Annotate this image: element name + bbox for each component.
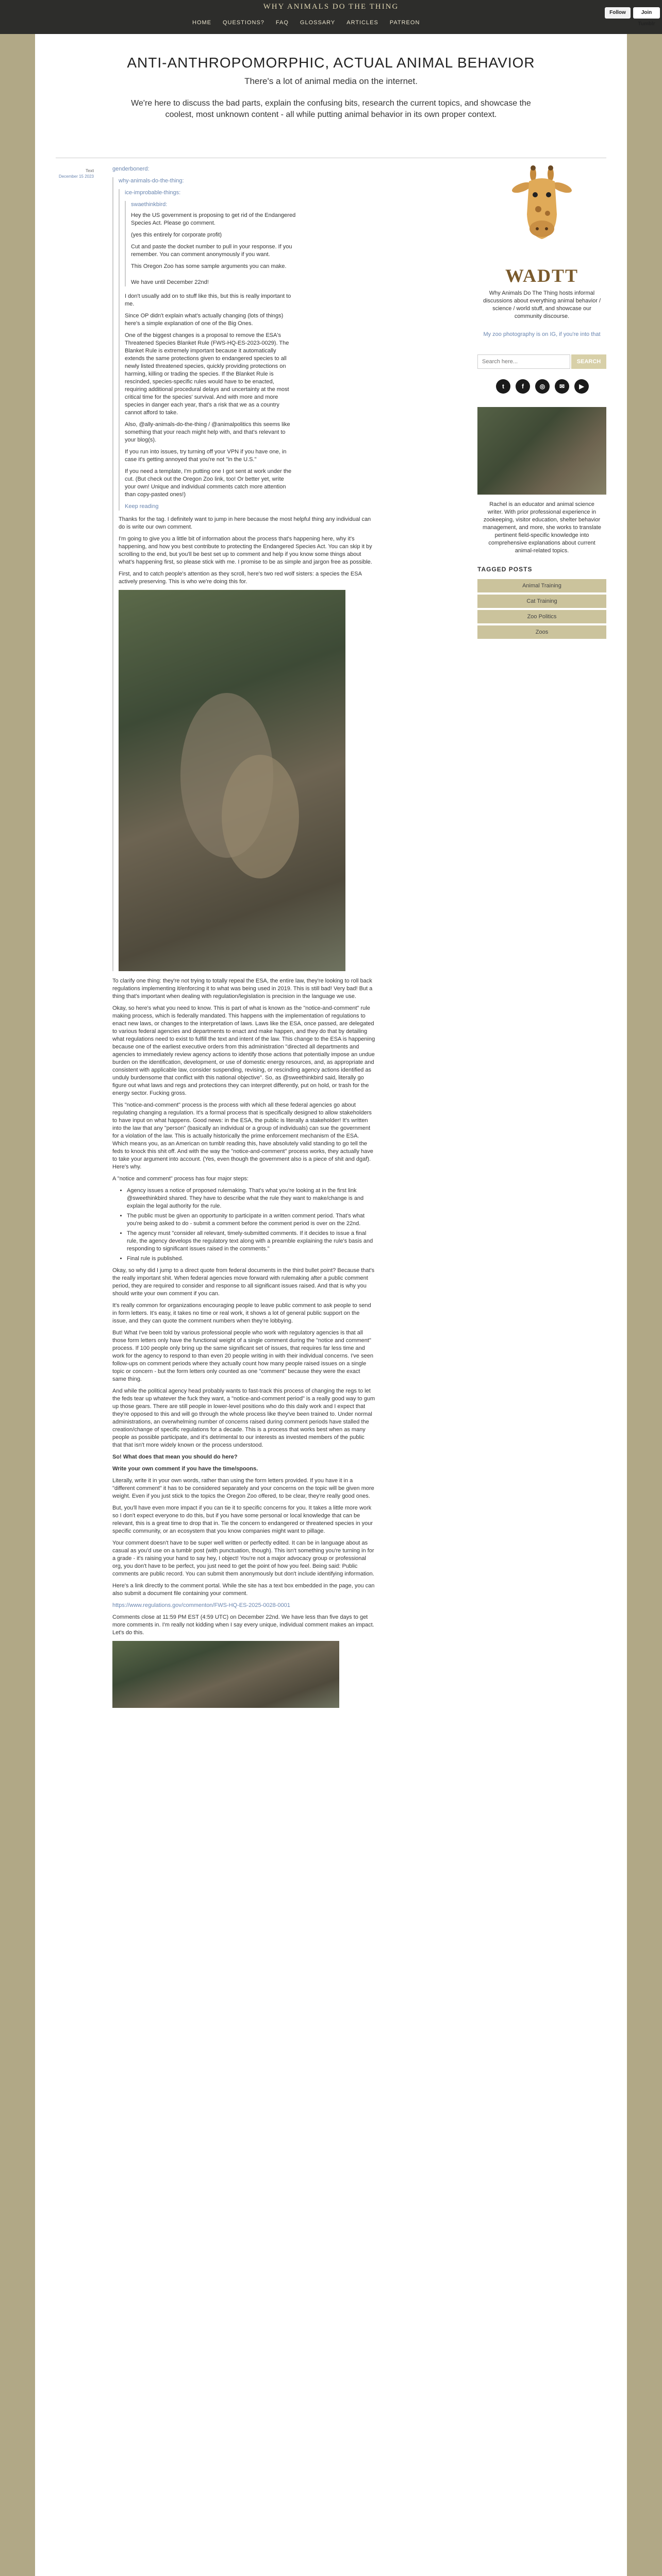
main-nav xyxy=(187,20,425,26)
youtube-icon[interactable]: ▶ xyxy=(574,379,589,394)
list-item: • The agency must "consider all relevant, timely-submitted comments. If it decides to issue a final rule, the agency develops the regulatory text along with a preamble explaining the rule's basis and responding to significant issues raised in the comments." xyxy=(127,1230,374,1253)
list-item: • The public must be given an opportunity to participate in a written comment period. That's what you're being asked to do - submit a comment before the comment period is over on the 22nd. xyxy=(127,1212,374,1228)
list-item: • Agency issues a notice of proposed rulemaking. That's what you're looking at in the first link @sweethinkbird shared. They have to describe what the rule they want to make/change is and explain the legal authority for the rule. xyxy=(127,1187,374,1210)
paragraph: Okay, so why did I jump to a direct quote from federal documents in the third bullet point? Because that's the really important shit. When federal agencies move forward with rulemaking after a public comment period, they are required to consider and response to all significant issues raised. And that is why you should write your own comment if you can. xyxy=(112,1267,375,1297)
social-links xyxy=(496,379,589,397)
blog-description: We're here to discuss the bad parts, explain the confusing bits, research the current topics, and showcase the coolest, most unknown content - all while putting animal behavior in its own proper context. xyxy=(131,99,531,119)
paragraph: (yes this entirely for corporate profit) xyxy=(131,232,222,238)
reblog-username-3[interactable]: swaethinkbird: xyxy=(131,201,168,208)
paragraph: Here's a link directly to the comment portal. While the site has a text box embedded in the page, you can also submit a document file containing your comment. xyxy=(112,1583,375,1597)
nav-questions[interactable]: QUESTIONS? xyxy=(223,20,264,26)
paragraph: I'm going to give you a little bit of information about the process that's happening here, why it's happening, and how you best contribute to protecting the Endangered Species Act. You can skip it by scrolling to the end, but you'll be best set up to comment and help if you know some things about what's happening first, so please stick with me. I promise to be as simple and jargon free as possible. xyxy=(119,536,372,565)
rulemaking-steps-list xyxy=(127,1187,374,1263)
post-type: Text xyxy=(86,168,94,173)
reblog-username-1[interactable]: why-animals-do-the-thing: xyxy=(119,178,184,184)
paragraph: Okay, so here's what you need to know. This is part of what is known as the "notice-and-comment" rule making process, which is federally mandated. This happens with the implementation of regulations to enact new laws, or changes to the interpretation of laws. Laws like the ESA, once passed, are delegated to various federal agencies and departments to enact and make happen, and they do that by detailing what regulations need to exist to fulfill the text and intent of the law. This change to the ESA is happening because one of the earliest executive orders from this administration "directed all departments and agencies to immediately review agency actions to identify those actions that potentially impose an undue burden on the identification, development, or use of domestic energy resources, and, as appropriate and consistent with applicable law, consider suspending, revising, or rescinding agency actions identified as unduly burdensome that conflict with this national objective". So, as @sweethinkbird said, literally go figure out what laws and regs and protections they can interpret differently, put on hold, or trash for the energy sector. Fucking gross. xyxy=(112,1005,375,1096)
paragraph: We have until December 22nd! xyxy=(131,279,209,285)
red-wolf-photo[interactable] xyxy=(119,590,345,971)
regulations-comment-link[interactable]: https://www.regulations.gov/commenton/FWS-HQ-ES-2025-0028-0001 xyxy=(112,1602,290,1608)
blog-intro: Why Animals Do The Thing hosts informal discussions about everything animal behavior / science / world stuff, and showcase our community discourse. xyxy=(483,290,601,319)
tag-zoo-politics[interactable]: Zoo Politics xyxy=(477,610,606,623)
paragraph: First, and to catch people's attention as they scroll, here's two red wolf sisters: a species the ESA actively preserving. This is who we're doing this for. xyxy=(119,571,362,585)
keep-reading-link[interactable]: Keep reading xyxy=(125,503,159,510)
reblogger-username[interactable]: genderbonerd: xyxy=(112,166,150,172)
blog-title: ANTI-ANTHROPOMORPHIC, ACTUAL ANIMAL BEHAVIOR xyxy=(127,55,535,71)
paragraph: If you run into issues, try turning off your VPN if you have one, in case it's getting annoyed that you're not "in the U.S." xyxy=(125,449,287,463)
reblog-quote-1 xyxy=(112,177,463,971)
follow-button[interactable]: Follow xyxy=(605,7,631,19)
author-photo xyxy=(477,407,606,495)
paragraph: Also, @ally-animals-do-the-thing / @animalpolitics this seems like something that your reach might help with, and that's relevant to your blog(s). xyxy=(125,421,290,443)
page xyxy=(35,34,627,2576)
paragraph: Your comment doesn't have to be super well written or perfectly edited. It can be in language about as casual as you'd use on a tumblr post (with punctuation, though). This isn't something you're turning in for a grade - it's raising your hand to say hey, I object! You're not a major advocacy group or professional org, you don't have to be perfect, you just need to get the point of how you feel. Being said: Public comments are public record. You can submit them anonymously but don't include identifying information. xyxy=(112,1540,374,1577)
tag-zoos[interactable]: Zoos xyxy=(477,625,606,639)
paragraph: Comments close at 11:59 PM EST (4:59 UTC) on December 22nd. We have less than five days to get more comments in. I'm really not kidding when I say every unique, individual comment makes an impact. Let's do this. xyxy=(112,1614,374,1636)
join-tumblr-button[interactable]: Join Tumblr xyxy=(633,7,660,19)
instagram-icon[interactable]: ◎ xyxy=(535,379,550,394)
paragraph: A "notice and comment" process has four major steps: xyxy=(112,1176,249,1182)
paragraph: So! What does that mean you should do here? xyxy=(112,1454,238,1460)
nav-home[interactable]: HOME xyxy=(192,20,211,26)
paragraph: To clarify one thing: they're not trying to totally repeal the ESA, the entire law, they're looking to roll back regulations implementing it/enforcing it to what was being used in 2019. This is still bad! Very bad! But a thing that's important when dealing with regulation/legislation is precision in the language we use. xyxy=(112,978,373,999)
search-input[interactable] xyxy=(477,354,570,369)
paragraph: One of the biggest changes is a proposal to remove the ESA's Threatened Species Blanket Rule (FWS-HQ-ES-2023-0029). The Blanket Rule is extremely important because it automatically extends the same protections given to endangered species to all newly listed threatened species, quickly providing protections on harming, killing or trading the species. If the Blanket Rule is rescinded, species-specific rules would have to be enacted, requiring additional procedural delays and uncertainty at the most critical time for the species' survival. And with more and more species in danger each year, that's a risk that we as a country cannot afford to take. xyxy=(125,332,289,416)
blog-subtitle: There's a lot of animal media on the internet. xyxy=(244,76,418,86)
bottom-photo[interactable] xyxy=(112,1641,339,1708)
post-date[interactable]: December 15 2023 xyxy=(58,174,94,179)
paragraph: This "notice-and-comment" process is the process with which all these federal agencies go about regulating changing a regulation. It's a formal process that is specifically designed to allow stakeholders to have input on what happens. Good news: in the ESA, the public is literally a stakeholder! It's written into the law that any "person" (basically an individual or a group of individuals) can sue the government for a violation of the law. This is actually historically the prime enforcement mechanism of the ESA. Which means you, as an American on tumblr reading this, have absolutely valid standing to go tell the feds to knock this shit off. And with the way the "notice-and-comment" process works, they actually have to take your argument into account. (Yes, even though the government also is a piece of shit and dgaf). Here's why. xyxy=(112,1102,373,1170)
paragraph: Since OP didn't explain what's actually changing (lots of things) here's a simple explanation of one of the Big Ones. xyxy=(125,313,284,327)
nav-patreon[interactable]: PATREON xyxy=(389,20,420,26)
logo-text: WADTT xyxy=(505,265,579,286)
paragraph: Cut and paste the docket number to pull in your response. If you remember. You can comment anonymously if you want. xyxy=(131,244,292,258)
post-meta xyxy=(42,168,94,179)
list-item: • Final rule is published. xyxy=(127,1255,374,1263)
paragraph: Literally, write it in your own words, rather than using the form letters provided. If you have it in a "different comment" it has to be considered separately and your concerns on the topic will be given more weight. Even if you just stick to the topics the Oregon Zoo offered, to be clear, they're really good ones. xyxy=(112,1478,374,1499)
top-bar xyxy=(0,0,662,34)
paragraph: But, you'll have even more impact if you can tie it to specific concerns for you. It takes a little more work so I don't expect everyone to do this, but if you have some personal or local knowledge that can be relevant, this is a great time to drop that in. Tie the concern to endangered or threatened species in your specific community, or an ecosystem that you know companies might want to pillage. xyxy=(112,1505,373,1534)
paragraph: But! What I've been told by various professional people who work with regulatory agencies is that all those form letters only have the functional weight of a single comment during the "notice and comment" process. If 100 people only bring up the same significant set of issues, that requires far less time and work for the agency to respond to than even 20 people writing in with their individual concerns. I've seen follow-ups on comment periods where they actually count how many people raised issues on a single topic or concern - but the form letters only counted as one "comment" because they were the exact same thing. xyxy=(112,1330,373,1382)
nav-faq[interactable]: FAQ xyxy=(275,20,289,26)
paragraph: It's really common for organizations encouraging people to leave public comment to ask people to send in form letters. It's easy, it takes no time or real work, it shows a lot of general public support on the issue, and they can quote the comment numbers when they're lobbying. xyxy=(112,1302,371,1324)
reblog-quote-2 xyxy=(119,189,463,511)
post-body xyxy=(112,165,463,1714)
paragraph: I don't usually add on to stuff like this, but this is really important to me. xyxy=(125,293,291,307)
site-name[interactable]: WHY ANIMALS DO THE THING xyxy=(263,3,399,11)
tag-animal-training[interactable]: Animal Training xyxy=(477,579,606,592)
reblog-quote-3 xyxy=(125,201,463,286)
nav-glossary[interactable]: GLOSSARY xyxy=(300,20,336,26)
tag-cat-training[interactable]: Cat Training xyxy=(477,595,606,608)
facebook-icon[interactable]: f xyxy=(516,379,530,394)
paragraph: If you need a template, I'm putting one I got sent at work under the cut. (But check out the Oregon Zoo link, too! Or better yet, write your own! Unique and individual comments catch more attention than copy-pasted ones!) xyxy=(125,468,292,498)
tagged-posts-heading: TAGGED POSTS xyxy=(477,566,533,573)
author-bio: Rachel is an educator and animal science writer. With prior professional experience in zookeeping, visitor education, shelter behavior management, and more, she works to translate pertinent field-specific knowledge into comprehensive explanations about current animal-related topics. xyxy=(483,501,601,554)
paragraph: Thanks for the tag. I definitely want to jump in here because the most helpful thing any individual can do is write our own comment. xyxy=(119,516,371,530)
giraffe-logo-icon xyxy=(506,163,577,250)
nav-articles[interactable]: ARTICLES xyxy=(346,20,378,26)
paragraph: Hey the US government is proposing to get rid of the Endangered Species Act. Please go comment. xyxy=(131,212,296,226)
paragraph: This Oregon Zoo has some sample arguments you can make. xyxy=(131,263,287,269)
reblog-username-2[interactable]: ice-improbable-things: xyxy=(125,190,181,196)
paragraph: And while the political agency head probably wants to fast-track this process of changing the regs to let the feds tear up whatever the fuck they want, a "notice-and-comment period" is a really good way to gum up those gears. There are still people in lower-level positions who do this daily work and I expect that they're opposed to this and will go through the whole process like they've been trained to. Under normal administrations, an overwhelming number of concerns raised during comment periods have stalled the creation/change of specific regulations for a decade. This is a process that works best when as many people as possible participate, and it's detrimental to our interests as invested members of the public that that isn't more widely known or the process understood. xyxy=(112,1388,375,1448)
tumblr-icon[interactable]: t xyxy=(496,379,510,394)
search-button[interactable]: SEARCH xyxy=(571,354,606,369)
zoo-photography-link[interactable]: My zoo photography is on IG, if you're into that xyxy=(483,331,601,337)
mail-icon[interactable]: ✉ xyxy=(555,379,569,394)
paragraph: Write your own comment if you have the time/spoons. xyxy=(112,1466,258,1472)
